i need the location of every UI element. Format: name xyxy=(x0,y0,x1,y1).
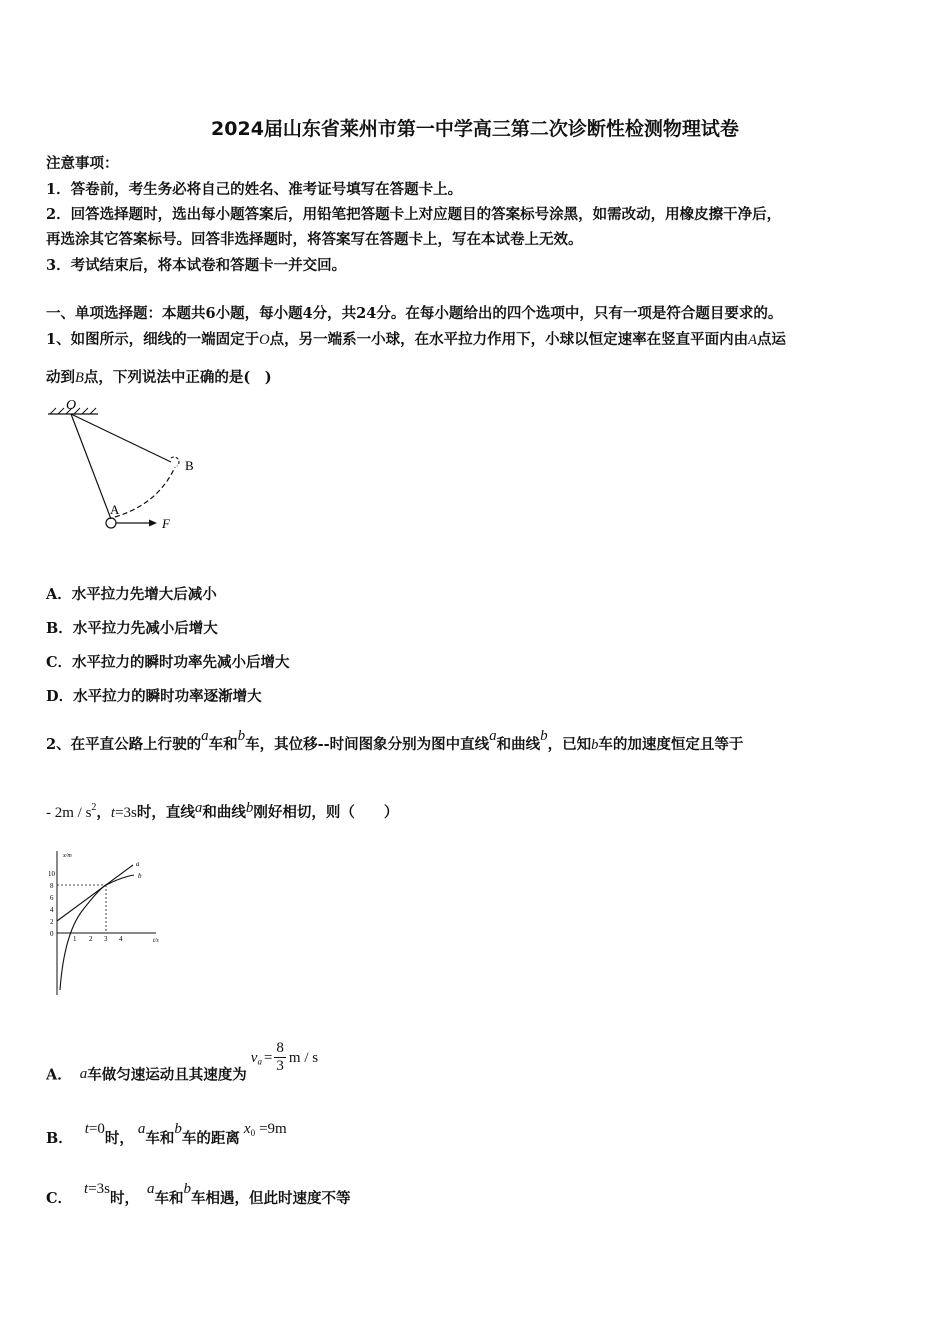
label-B: B xyxy=(185,458,194,473)
q2-option-a: A． a车做匀速运动且其速度为$v_a$ = $\frac{8}{3}$ m / s xyxy=(46,1040,319,1084)
line-a xyxy=(57,865,133,921)
q1-stem-line-1: 1、如图所示，细线的一端固定于O点，另一端系一小球，在水平拉力作用下，小球以恒定速率在竖直平面内由A点运 xyxy=(46,331,786,348)
x-tick-1: 1 xyxy=(73,935,77,943)
x-tick-2: 2 xyxy=(89,935,93,943)
y-tick-4: 4 xyxy=(50,906,54,914)
section-heading: 一、单项选择题：本题共6小题，每小题4分，共24分。在每小题给出的四个选项中，只有一项是符合题目要求的。 xyxy=(46,305,783,322)
notice-item-1: 1．答卷前，考生务必将自己的姓名、准考证号填写在答题卡上。 xyxy=(46,181,463,198)
q2-xt-chart xyxy=(44,845,174,1000)
dashed-arc-path xyxy=(115,467,175,517)
y-tick-8: 8 xyxy=(50,882,54,890)
notice-item-3: 3．考试结束后，将本试卷和答题卡一并交回。 xyxy=(46,257,347,274)
y-tick-0: 0 xyxy=(50,930,54,938)
notice-item-2-line-2: 再选涂其它答案标号。回答非选择题时，将答案写在答题卡上，写在本试卷上无效。 xyxy=(46,231,583,248)
y-tick-2: 2 xyxy=(50,918,54,926)
notice-heading: 注意事项： xyxy=(46,155,119,172)
q1-option-d: D．水平拉力的瞬时功率逐渐增大 xyxy=(46,688,262,705)
notice-item-2-line-1: 2．回答选择题时，选出每小题答案后，用铅笔把答题卡上对应题目的答案标号涂黑，如需改动，用橡皮擦干净后， xyxy=(46,206,782,223)
q1-option-a: A．水平拉力先增大后减小 xyxy=(46,586,217,603)
label-O: O xyxy=(66,398,77,413)
y-axis-label: x/m xyxy=(63,853,72,859)
label-A: A xyxy=(110,502,120,517)
q2-option-b: B．t=0时，a车和b车的距离$x_0 =9m$ xyxy=(46,1121,287,1147)
x-axis-label: t/s xyxy=(153,938,159,944)
x-tick-3: 3 xyxy=(104,935,108,943)
line-a-label: a xyxy=(136,860,140,868)
page-title: 2024届山东省莱州市第一中学高三第二次诊断性检测物理试卷 xyxy=(211,118,739,140)
q2-stem-line-1: 2、在平直公路上行驶的a车和b车，其位移--时间图象分别为图中直线a和曲线b，已知b车的加速度恒定且等于 xyxy=(46,728,744,753)
y-tick-10: 10 xyxy=(48,870,55,878)
q1-stem-line-2: 动到B点，下列说法中正确的是( ) xyxy=(46,369,272,386)
force-arrow-head xyxy=(149,520,157,527)
label-F: F xyxy=(162,516,170,531)
curve-b-label: b xyxy=(138,872,142,880)
q1-option-c: C．水平拉力的瞬时功率先减小后增大 xyxy=(46,654,290,671)
q2-option-c: C．t=3s时，a车和b车相遇，但此时速度不等 xyxy=(46,1181,351,1207)
y-tick-6: 6 xyxy=(50,894,54,902)
q2-stem-line-2: - $2m / s^2$，t=3s时，直线a和曲线b刚好相切，则（ ） xyxy=(46,800,399,821)
q1-pendulum-figure xyxy=(40,392,215,537)
x-tick-4: 4 xyxy=(119,935,123,943)
ball-B-dashed xyxy=(171,457,179,466)
ball-A xyxy=(106,518,116,528)
q1-option-b: B．水平拉力先减小后增大 xyxy=(46,620,218,637)
